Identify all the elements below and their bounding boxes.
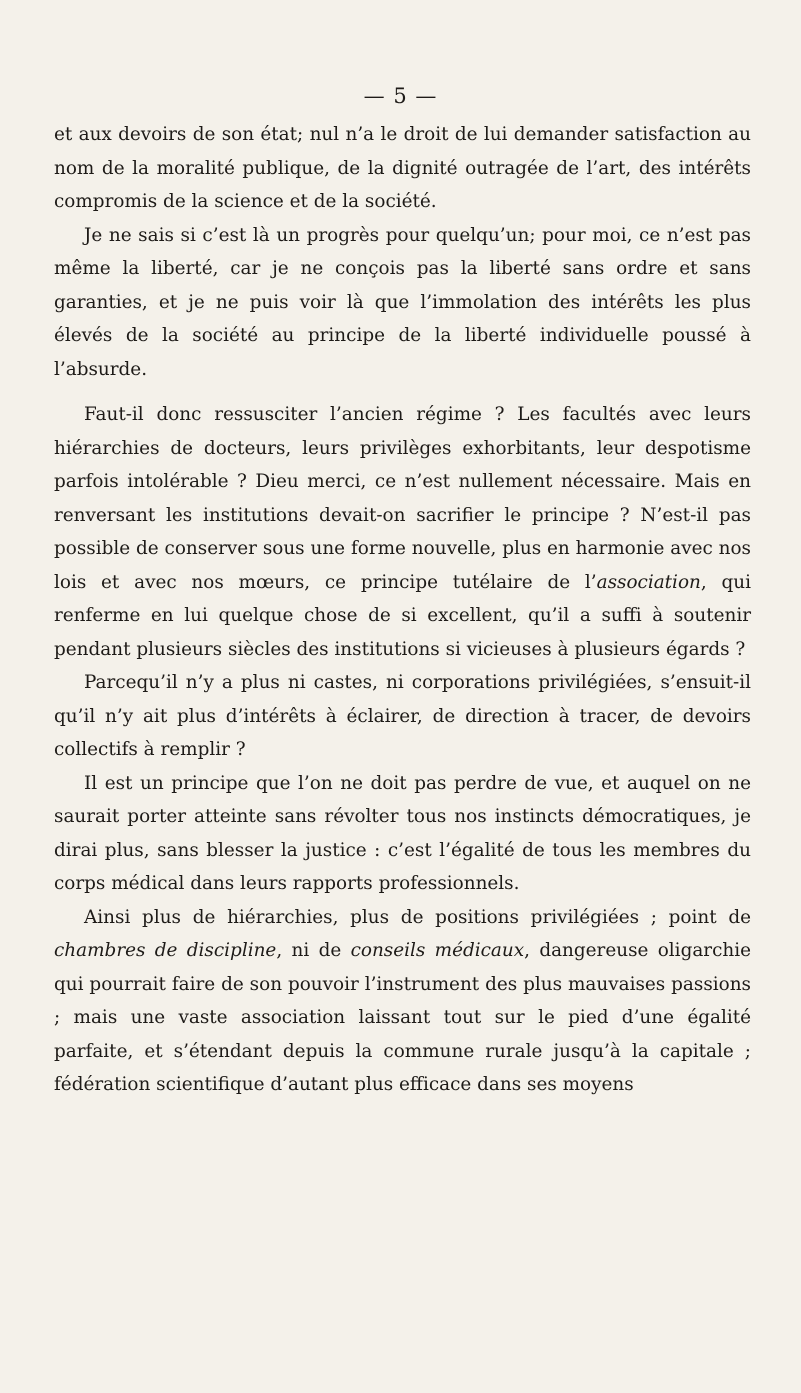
text-run: , dangereuse oligarchie qui pourrait faire de son pouvoir l’instrument des plus mauvaises passions ; mais une vaste association laissant tout sur le pied d’une égalité parfaite, et s’étendant depuis la commune rurale jusqu’à la capitale ; fédération scientifique d’autant plus efficace dans ses moyens	[54, 940, 752, 1095]
text-run: , qui renferme en lui quelque chose de si excellent, qu’il a suffi à soutenir pendant plusieurs siècles des institutions si vicieuses à plusieurs égards ?	[54, 571, 751, 660]
paragraph	[54, 118, 751, 219]
text-run: Je ne sais si c’est là un progrès pour quelqu’un; pour moi, ce n’est pas même la liberté, car je ne conçois pas la liberté sans ordre et sans garanties, et je ne puis voir là que l’immolation des intérêts les plus élevés de la société au principe de la liberté individuelle poussé à l’absurde.	[54, 224, 751, 380]
text-run: Ainsi plus de hiérarchies, plus de positions privilégiées ; point de	[84, 906, 751, 928]
page-number: — 5 —	[363, 84, 438, 108]
text-run: Parcequ’il n’y a plus ni castes, ni corporations privilégiées, s’ensuit-il qu’il n’y ait plus d’intérêts à éclairer, de direction à tracer, de devoirs collectifs à remplir ?	[54, 672, 751, 760]
text-run: Il est un principe que l’on ne doit pas perdre de vue, et auquel on ne saurait porter atteinte sans révolter tous nos instincts démocratiques, je dirai plus, sans blesser la justice : c’est l’égalité de tous les membres du corps médical dans leurs rapports professionnels.	[54, 772, 751, 894]
text-run: Faut-il donc ressusciter l’ancien régime ? Les facultés avec leurs hiérarchies de docteurs, leurs privilèges exhorbitants, leur despotisme parfois intolérable ? Dieu merci, ce n’est nullement nécessaire. Mais en renversant les institutions devait-on sacrifier le principe ? N’est-il pas possible de conserver sous une forme nouvelle, plus en harmonie avec nos lois et avec nos mœurs, ce principe tutélaire de l’	[54, 404, 751, 593]
paragraph	[54, 219, 751, 387]
italic-text: conseils médicaux	[350, 940, 525, 961]
body-text	[54, 118, 751, 1102]
paragraph-gap	[54, 386, 751, 398]
paragraph	[54, 398, 751, 666]
text-run: et aux devoirs de son état; nul n’a le droit de lui demander satisfaction au nom de la moralité publique, de la dignité outragée de l’art, des intérêts compromis de la science et de la société.	[54, 124, 751, 212]
italic-text: association	[596, 571, 701, 593]
paragraph	[54, 666, 751, 767]
paragraph	[54, 767, 751, 901]
text-run: , ni de	[276, 940, 351, 961]
italic-text: chambres de discipline	[54, 940, 277, 961]
paragraph	[54, 901, 751, 1102]
